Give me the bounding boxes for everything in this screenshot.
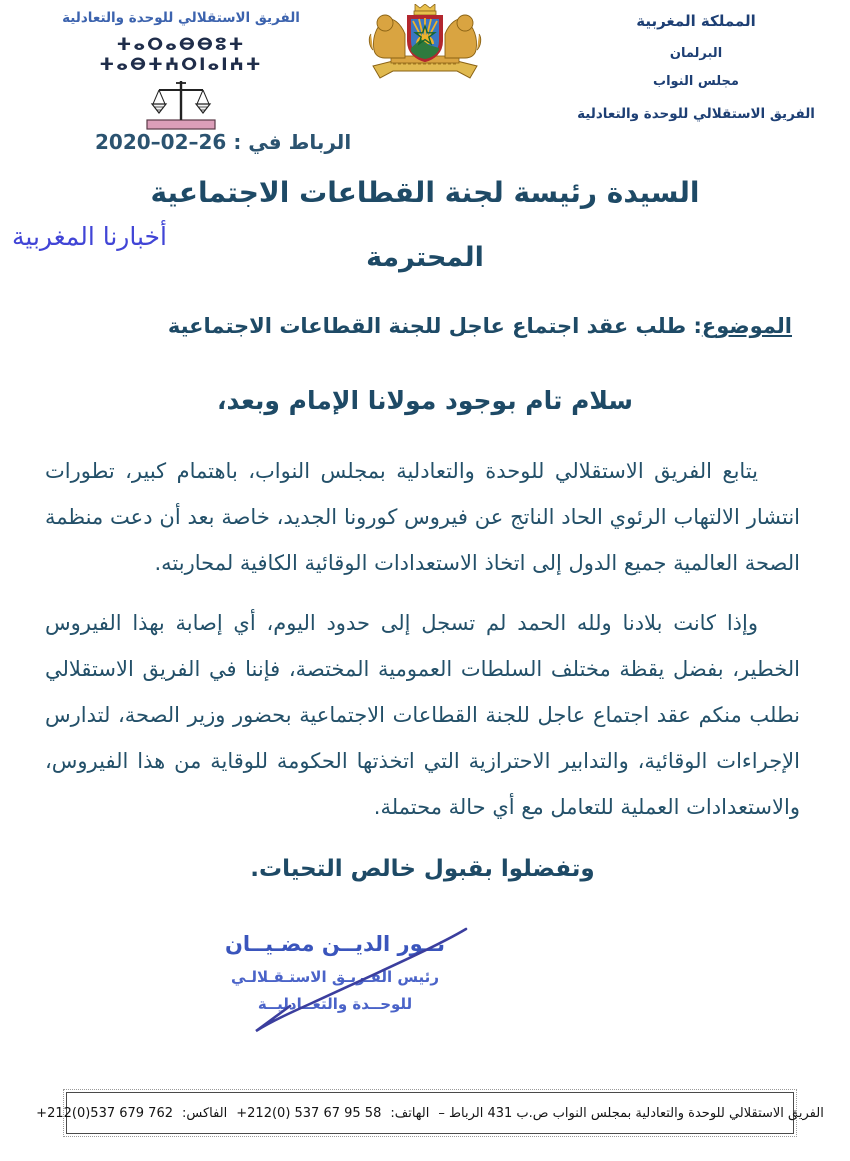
signatory-name: نــور الديــن مضـيــان — [224, 932, 446, 956]
group-name-right: الفريق الاستقلالي للوحدة والتعادلية — [577, 106, 815, 122]
signature-block — [185, 932, 485, 1013]
tifinagh-group-name: ⵜⴰⵔⴰⴱⴱⵓⵜ ⵜⴰⴱⵜⵄⵔⵏⴰⵏⵄⵜ — [99, 35, 263, 75]
header-left-block — [58, 10, 304, 136]
moroccan-coat-of-arms-icon — [363, 4, 487, 82]
addressee-line: السيدة رئيسة لجنة القطاعات الاجتماعية — [150, 176, 700, 209]
addressee-honorific: المحترمة — [366, 242, 484, 273]
signatory-title-2: للوحــدة والتعــادليــة — [257, 995, 413, 1013]
subject-label: الموضوع — [701, 314, 792, 338]
greeting-line: سلام تام بوجود مولانا الإمام وبعد، — [217, 386, 633, 415]
signatory-title-1: رئيس الفـريـق الاستـقـلالـي — [231, 968, 439, 986]
footer-phone-label: الهاتف: — [390, 1105, 430, 1121]
subject-line — [120, 314, 792, 338]
scales-of-justice-icon — [58, 80, 304, 136]
date-line: الرباط في : 26–02–2020 — [95, 130, 352, 154]
header-right-block — [560, 12, 832, 122]
house-of-representatives-title: مجلس النواب — [653, 74, 739, 89]
body-paragraph-1: يتابع الفريق الاستقلالي للوحدة والتعادلية بمجلس النواب، باهتمام كبير، تطورات انتشار الالتهاب الرئوي الحاد الناتج عن فيروس كورونا الجديد، خاصة بعد أن دعت منظمة الصحة العالمية جميع الدول إلى اتخاذ الاستعدادات الوقائية الكافية لمحاربته. — [45, 459, 800, 575]
footer-org-address: الفريق الاستقلالي للوحدة والتعادلية بمجلس النواب ص.ب 431 الرباط – — [438, 1105, 824, 1121]
kingdom-title: المملكة المغربية — [636, 12, 756, 30]
body-paragraph-2: وإذا كانت بلادنا ولله الحمد لم تسجل إلى حدود اليوم، أي إصابة بهذا الفيروس الخطير، بفضل يقظة مختلف السلطات العمومية المختصة، فإننا في الفريق الاستقلالي نطلب منكم عقد اجتماع عاجل للجنة القطاعات الاجتماعية بحضور وزير الصحة، لتدارس الإجراءات الوقائية، والتدابير الاحترازية التي اتخذتها الحكومة للوقاية من هذا الفيروس، والاستعدادات العملية للتعامل مع أي حالة محتملة. — [45, 611, 800, 819]
closing-salutation: وتفضلوا بقبول خالص التحيات. — [250, 856, 595, 882]
subject-text: : طلب عقد اجتماع عاجل للجنة القطاعات الاجتماعية — [167, 314, 702, 338]
footer-fax-number: +212(0)537 679 762 — [36, 1105, 173, 1121]
footer-contact-bar — [36, 1092, 824, 1134]
parliament-title: البرلمان — [669, 46, 723, 61]
letter-body — [45, 448, 800, 892]
footer-phone-number: +212(0) 537 67 95 58 — [236, 1105, 382, 1121]
watermark-text: أخبارنا المغربية — [12, 222, 167, 251]
footer-fax-label: الفاكس: — [182, 1105, 228, 1121]
group-name-left: الفريق الاستقلالي للوحدة والتعادلية — [62, 10, 300, 26]
